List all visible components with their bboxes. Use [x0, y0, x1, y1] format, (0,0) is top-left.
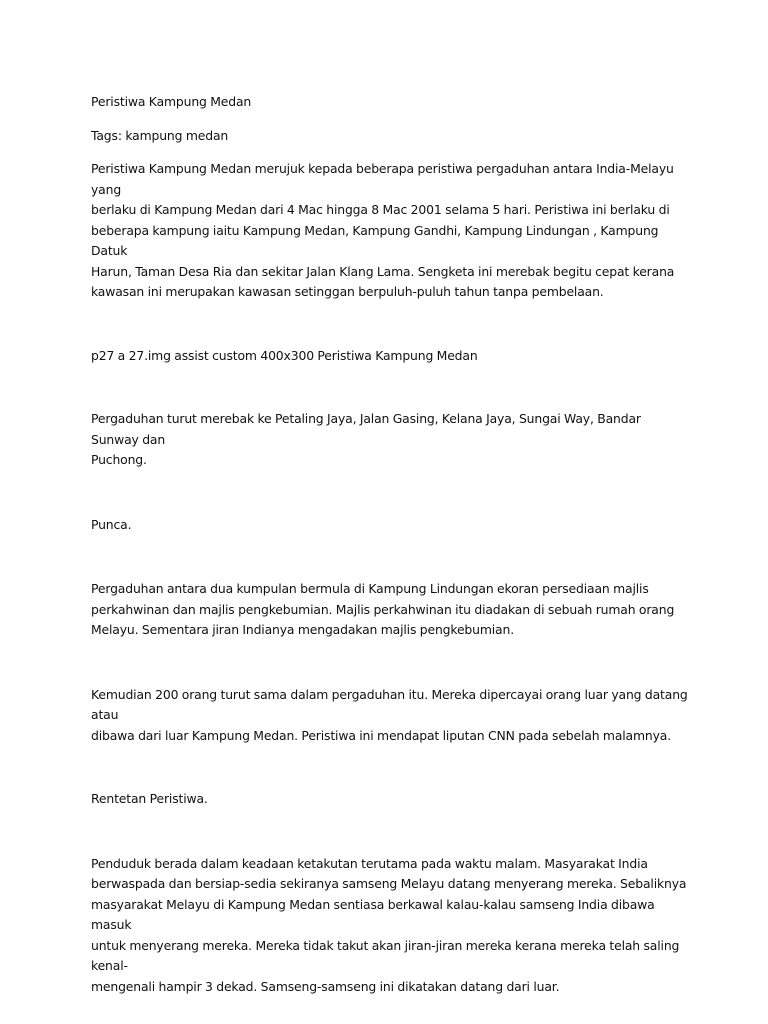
events-line: Penduduk berada dalam keadaan ketakutan terutama pada waktu malam. Masyarakat India: [91, 855, 648, 871]
cause-paragraph-1: [91, 579, 691, 641]
intro-paragraph: [91, 159, 691, 303]
events-line: berwaspada dan bersiap-sedia sekiranya samseng Melayu datang menyerang mereka. Sebaliknya: [91, 876, 687, 891]
document-title: Peristiwa Kampung Medan: [91, 94, 252, 109]
intro-line: beberapa kampung iaitu Kampung Medan, Kampung Gandhi, Kampung Lindungan , Kampung Datuk: [91, 222, 659, 258]
cause2-line: dibawa dari luar Kampung Medan. Peristiwa ini mendapat liputan CNN pada sebelah malamnya.: [91, 727, 672, 743]
spread-paragraph: [91, 409, 691, 471]
document-tags: Tags: kampung medan: [91, 127, 229, 143]
cause1-line: Melayu. Sementara jiran Indianya mengadakan majlis pengkebumian.: [91, 622, 514, 637]
cause2-line: Kemudian 200 orang turut sama dalam pergaduhan itu. Mereka dipercayai orang luar yang datang atau: [91, 686, 688, 722]
spread-line: Pergaduhan turut merebak ke Petaling Jaya, Jalan Gasing, Kelana Jaya, Sungai Way, Bandar Sunway dan: [91, 411, 641, 447]
events-line: untuk menyerang mereka. Mereka tidak takut akan jiran-jiran mereka kerana mereka telah saling kenal-: [91, 937, 680, 973]
intro-line: Harun, Taman Desa Ria dan sekitar Jalan Klang Lama. Sengketa ini merebak begitu cepat kerana: [91, 263, 675, 279]
punca-heading: Punca.: [91, 516, 132, 532]
intro-line: kawasan ini merupakan kawasan setinggan berpuluh-puluh tahun tanpa pembelaan.: [91, 284, 604, 299]
rentetan-heading: Rentetan Peristiwa.: [91, 791, 208, 806]
image-caption: p27 a 27.img assist custom 400x300 Peristiwa Kampung Medan: [91, 347, 478, 363]
cause-paragraph-2: [91, 685, 691, 747]
cause1-line: perkahwinan dan majlis pengkebumian. Majlis perkahwinan itu diadakan di sebuah rumah orang: [91, 601, 675, 617]
events-paragraph: [91, 854, 691, 998]
cause1-line: Pergaduhan antara dua kumpulan bermula di Kampung Lindungan ekoran persediaan majlis: [91, 581, 649, 596]
events-line: masyarakat Melayu di Kampung Medan sentiasa berkawal kalau-kalau samseng India dibawa masuk: [91, 896, 655, 932]
spread-line: Puchong.: [91, 452, 147, 467]
events-line: mengenali hampir 3 dekad. Samseng-samseng ini dikatakan datang dari luar.: [91, 978, 560, 994]
intro-line: Peristiwa Kampung Medan merujuk kepada beberapa peristiwa pergaduhan antara India-Melayu yang: [91, 161, 674, 197]
document-body: [91, 92, 691, 997]
intro-line: berlaku di Kampung Medan dari 4 Mac hingga 8 Mac 2001 selama 5 hari. Peristiwa ini berlaku di: [91, 202, 670, 217]
